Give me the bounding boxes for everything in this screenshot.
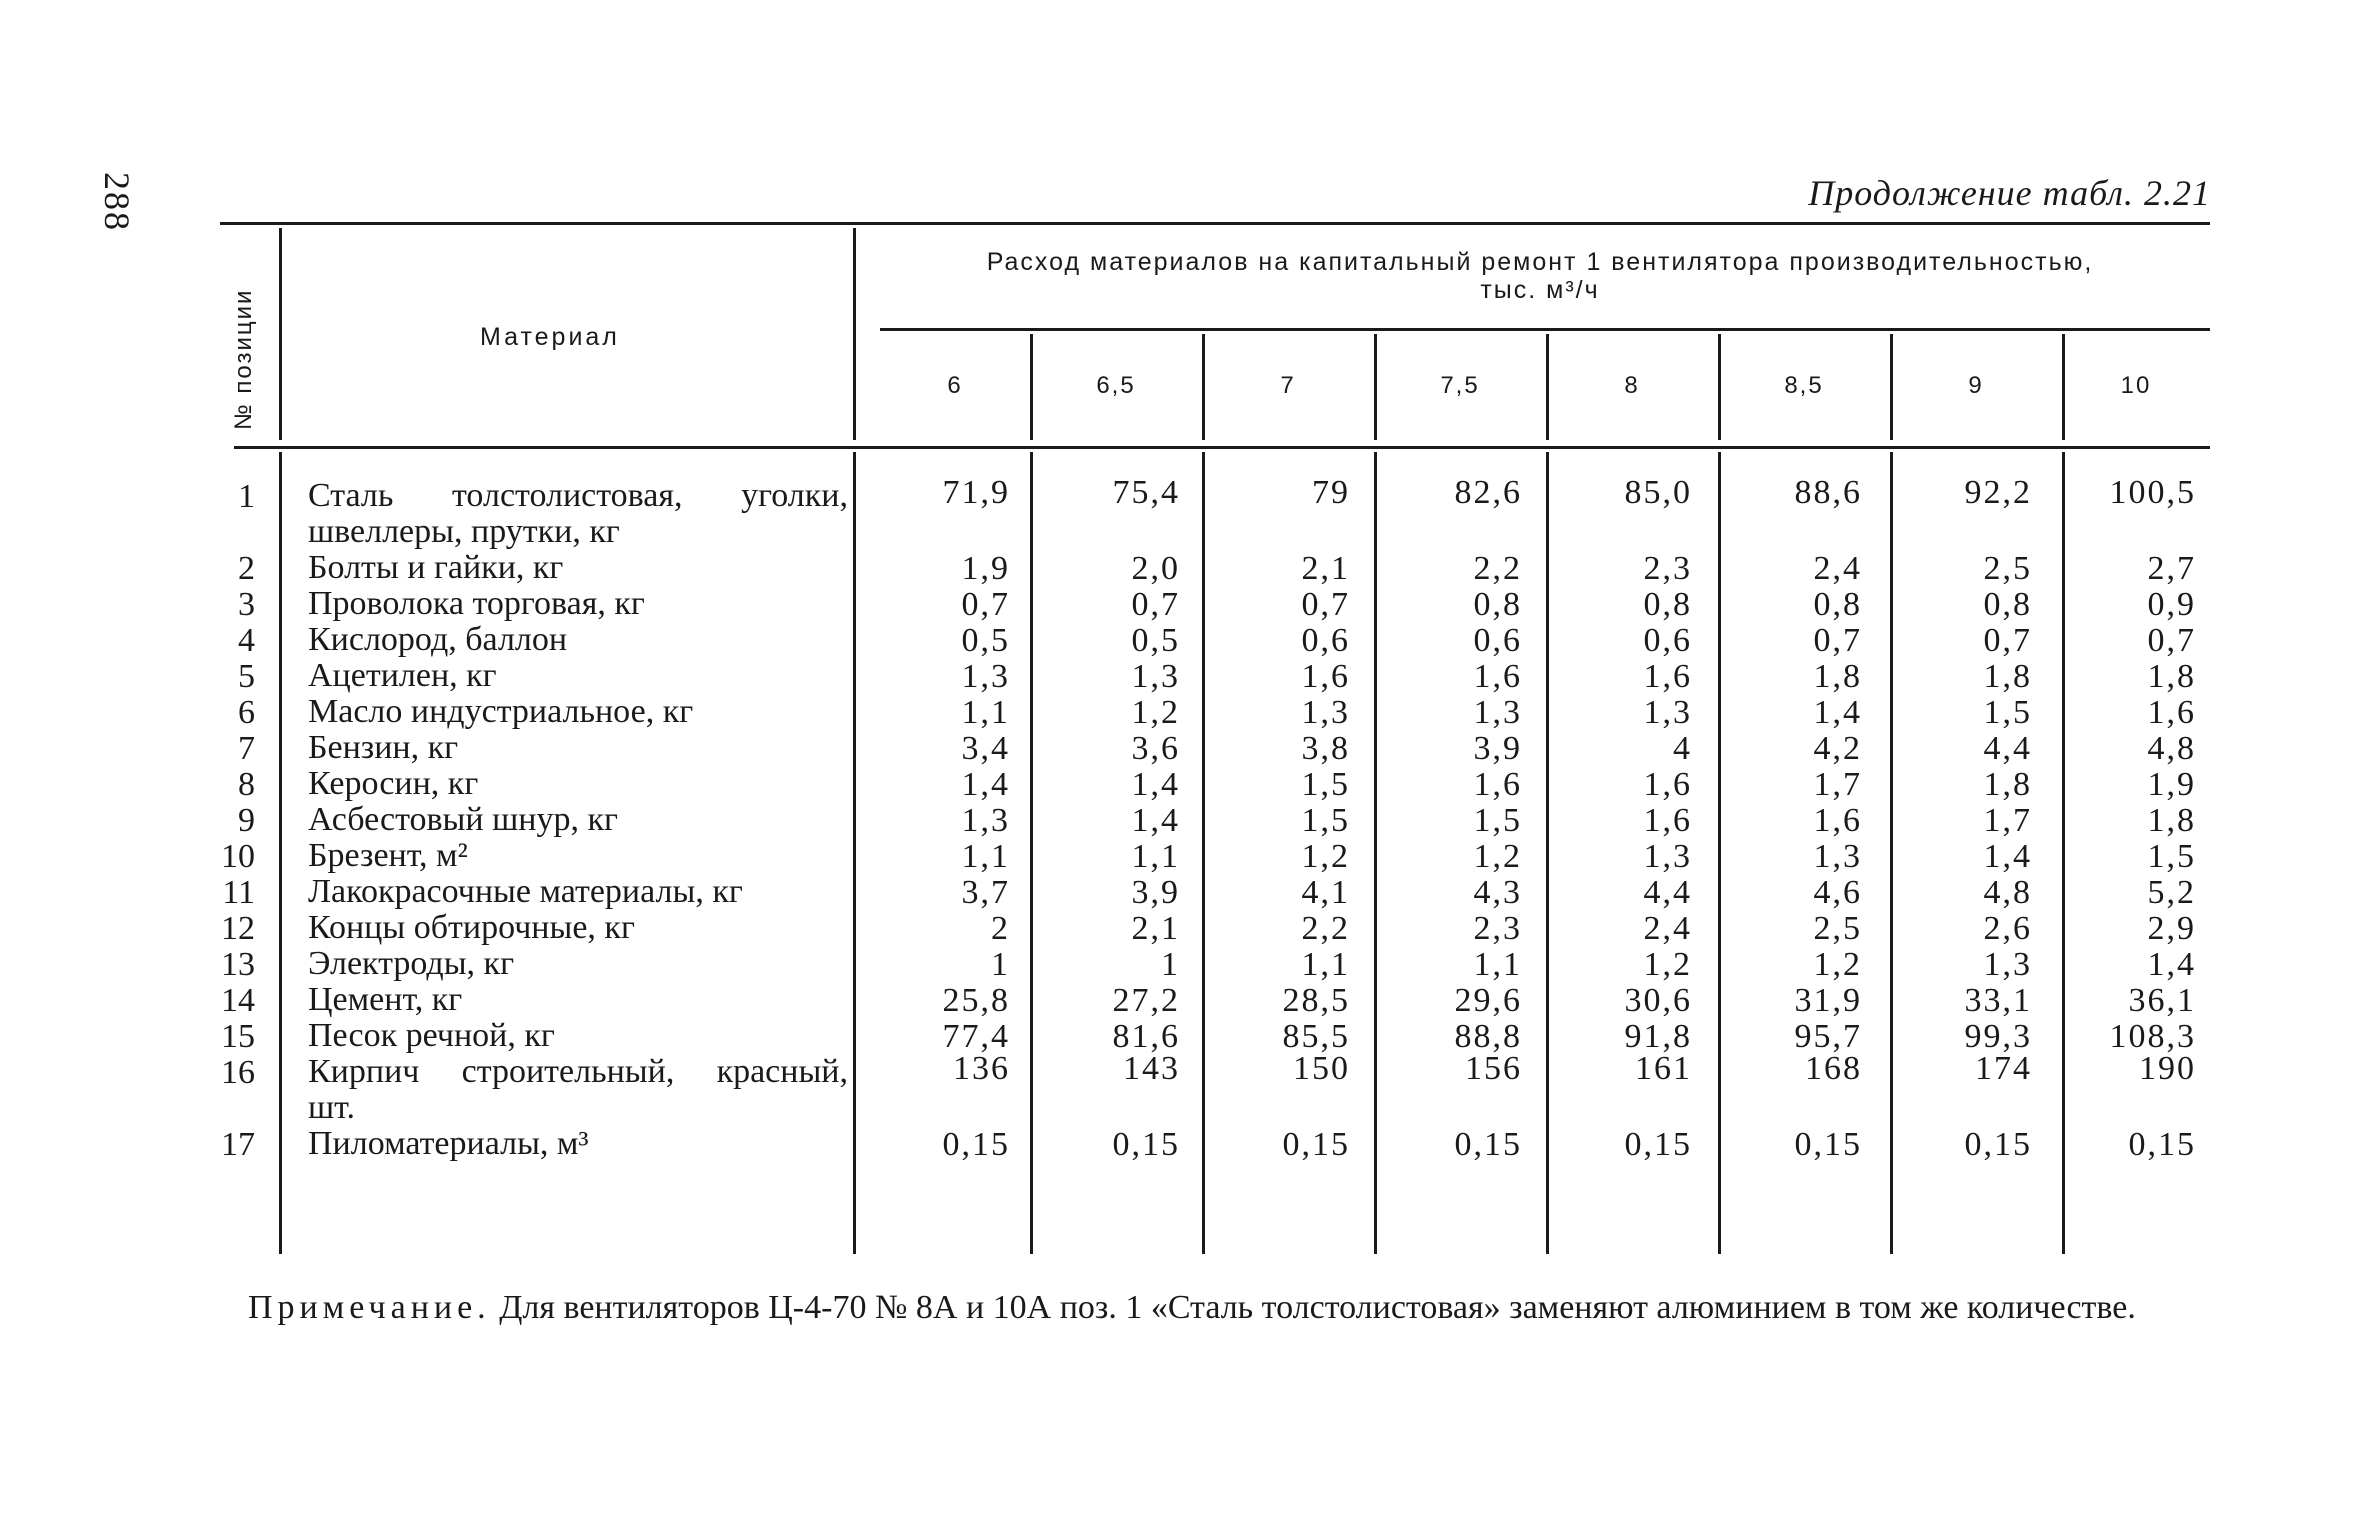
header-capacity-5: 8 [1624, 372, 1640, 399]
row-value: 0,5 [1131, 622, 1180, 659]
row-value: 33,1 [1964, 982, 2032, 1019]
row-value: 3,8 [1301, 730, 1350, 767]
table-caption: Продолжение табл. 2.21 [1808, 173, 2211, 213]
row-value: 1,4 [2147, 946, 2196, 983]
row-number: 16 [221, 1054, 255, 1091]
row-value: 1,3 [1643, 694, 1692, 731]
row-value: 1,4 [961, 766, 1010, 803]
row-value: 0,7 [1813, 622, 1862, 659]
row-value: 1,1 [961, 694, 1010, 731]
row-value: 4,3 [1473, 874, 1522, 911]
row-value: 3,6 [1131, 730, 1180, 767]
row-value: 1,5 [1473, 802, 1522, 839]
row-value: 4,4 [1643, 874, 1692, 911]
row-value: 0,7 [1131, 586, 1180, 623]
row-value: 1,8 [1983, 766, 2032, 803]
row-value: 1,6 [1643, 802, 1692, 839]
row-value: 1,9 [2147, 766, 2196, 803]
row-value: 1,3 [1813, 838, 1862, 875]
row-value: 29,6 [1454, 982, 1522, 1019]
row-value: 1,2 [1131, 694, 1180, 731]
row-value: 4,8 [2147, 730, 2196, 767]
row-number: 15 [221, 1018, 255, 1055]
footnote [248, 1288, 2214, 1328]
row-value: 1,5 [2147, 838, 2196, 875]
row-value: 92,2 [1964, 474, 2032, 511]
row-material: Болты и гайки, кг [308, 549, 564, 586]
row-number: 4 [238, 622, 255, 659]
row-number: 3 [238, 586, 255, 623]
page-number: 288 [97, 172, 137, 232]
row-value: 174 [1975, 1050, 2032, 1087]
row-material: Керосин, кг [308, 765, 479, 802]
row-value: 1,7 [1983, 802, 2032, 839]
row-value: 1,3 [961, 802, 1010, 839]
row-value: 95,7 [1794, 1018, 1862, 1055]
header-group-line1: Расход материалов на капитальный ремонт 1 вентилятора производительностью, [986, 248, 2094, 276]
row-material-continued: шт. [308, 1089, 355, 1126]
row-material: Концы обтирочные, кг [308, 909, 635, 946]
row-value: 0,6 [1643, 622, 1692, 659]
row-value: 99,3 [1964, 1018, 2032, 1055]
row-value: 27,2 [1112, 982, 1180, 1019]
row-value: 3,9 [1473, 730, 1522, 767]
row-value: 3,4 [961, 730, 1010, 767]
row-value: 28,5 [1282, 982, 1350, 1019]
row-value: 3,9 [1131, 874, 1180, 911]
row-value: 2,4 [1643, 910, 1692, 947]
row-number: 12 [221, 910, 255, 947]
row-material: Песок речной, кг [308, 1017, 555, 1054]
row-value: 1,6 [1301, 658, 1350, 695]
header-capacity-6: 8,5 [1784, 372, 1824, 399]
col-divider-capacity [1890, 452, 1893, 1254]
row-material: Кирпич строительный, красный, [308, 1053, 848, 1090]
header-group-title [880, 248, 2200, 304]
row-value: 5,2 [2147, 874, 2196, 911]
row-value: 1,6 [1643, 658, 1692, 695]
row-value: 85,0 [1624, 474, 1692, 511]
col-divider-capacity [1374, 452, 1377, 1254]
row-value: 190 [2139, 1050, 2196, 1087]
row-value: 30,6 [1624, 982, 1692, 1019]
row-value: 4,4 [1983, 730, 2032, 767]
row-value: 1,1 [961, 838, 1010, 875]
row-value: 108,3 [2109, 1018, 2196, 1055]
row-value: 1,4 [1131, 766, 1180, 803]
row-value: 1,8 [2147, 802, 2196, 839]
row-value: 0,6 [1473, 622, 1522, 659]
row-value: 0,8 [1643, 586, 1692, 623]
row-value: 2,4 [1813, 550, 1862, 587]
row-value: 1,8 [1983, 658, 2032, 695]
col-divider-pos-body [279, 452, 282, 1254]
header-capacity-2: 6,5 [1096, 372, 1136, 399]
row-value: 71,9 [942, 474, 1010, 511]
table-top-rule [220, 222, 2210, 225]
row-value: 0,7 [961, 586, 1010, 623]
row-value: 1,4 [1131, 802, 1180, 839]
header-capacity-4: 7,5 [1440, 372, 1480, 399]
row-value: 136 [953, 1050, 1010, 1087]
row-value: 3,7 [961, 874, 1010, 911]
row-value: 77,4 [942, 1018, 1010, 1055]
header-capacity-7: 9 [1968, 372, 1984, 399]
row-material: Бензин, кг [308, 729, 459, 766]
row-value: 2,6 [1983, 910, 2032, 947]
row-value: 0,7 [2147, 622, 2196, 659]
row-value: 1,5 [1301, 766, 1350, 803]
row-number: 2 [238, 550, 255, 587]
row-value: 4,1 [1301, 874, 1350, 911]
row-value: 2,2 [1301, 910, 1350, 947]
row-value: 1,6 [1473, 658, 1522, 695]
row-value: 1,2 [1473, 838, 1522, 875]
row-value: 2,3 [1643, 550, 1692, 587]
row-value: 0,9 [2147, 586, 2196, 623]
row-value: 150 [1293, 1050, 1350, 1087]
row-number: 6 [238, 694, 255, 731]
row-value: 2,1 [1301, 550, 1350, 587]
row-number: 14 [221, 982, 255, 1019]
footnote-label: Примечание. [248, 1289, 491, 1326]
row-value: 0,15 [942, 1126, 1010, 1163]
row-value: 100,5 [2109, 474, 2196, 511]
row-value: 0,15 [1624, 1126, 1692, 1163]
row-value: 4 [1673, 730, 1692, 767]
row-value: 0,15 [1454, 1126, 1522, 1163]
col-divider-capacity [1202, 452, 1205, 1254]
header-position-column: № позиции [230, 288, 257, 430]
col-divider-mat [853, 228, 856, 440]
row-value: 1,3 [961, 658, 1010, 695]
row-number: 9 [238, 802, 255, 839]
row-number: 7 [238, 730, 255, 767]
row-value: 1 [991, 946, 1010, 983]
row-value: 1,9 [961, 550, 1010, 587]
row-material: Брезент, м² [308, 837, 468, 874]
row-value: 143 [1123, 1050, 1180, 1087]
row-value: 1 [1161, 946, 1180, 983]
row-material: Проволока торговая, кг [308, 585, 645, 622]
row-value: 0,8 [1813, 586, 1862, 623]
header-capacity-8: 10 [2120, 372, 2152, 399]
col-divider-capacity [1030, 452, 1033, 1254]
row-value: 1,5 [1301, 802, 1350, 839]
row-value: 2,9 [2147, 910, 2196, 947]
row-value: 0,8 [1983, 586, 2032, 623]
col-divider-mat-body [853, 452, 856, 1254]
row-value: 0,5 [961, 622, 1010, 659]
row-value: 2 [991, 910, 1010, 947]
row-value: 2,1 [1131, 910, 1180, 947]
row-material: Лакокрасочные материалы, кг [308, 873, 743, 910]
row-value: 0,15 [1964, 1126, 2032, 1163]
row-value: 0,15 [1794, 1126, 1862, 1163]
row-value: 1,1 [1473, 946, 1522, 983]
row-value: 1,5 [1983, 694, 2032, 731]
row-value: 75,4 [1112, 474, 1180, 511]
row-value: 85,5 [1282, 1018, 1350, 1055]
row-material: Пиломатериалы, м³ [308, 1125, 589, 1162]
row-value: 2,5 [1983, 550, 2032, 587]
row-value: 156 [1465, 1050, 1522, 1087]
col-divider-capacity [1546, 452, 1549, 1254]
row-value: 1,3 [1983, 946, 2032, 983]
row-value: 1,3 [1131, 658, 1180, 695]
row-value: 0,7 [1983, 622, 2032, 659]
row-value: 1,1 [1131, 838, 1180, 875]
row-value: 1,8 [1813, 658, 1862, 695]
row-value: 31,9 [1794, 982, 1862, 1019]
row-number: 13 [221, 946, 255, 983]
row-number: 5 [238, 658, 255, 695]
row-material: Электроды, кг [308, 945, 515, 982]
row-number: 8 [238, 766, 255, 803]
footnote-text: Для вентиляторов Ц-4-70 № 8А и 10А поз. 1 «Сталь толстолистовая» заменяют алюминием в том же количестве. [499, 1289, 2136, 1326]
row-value: 0,7 [1301, 586, 1350, 623]
col-divider-capacity [2062, 452, 2065, 1254]
row-value: 1,2 [1813, 946, 1862, 983]
row-value: 81,6 [1112, 1018, 1180, 1055]
row-value: 0,8 [1473, 586, 1522, 623]
row-value: 0,15 [1112, 1126, 1180, 1163]
row-value: 1,2 [1643, 946, 1692, 983]
row-value: 1,4 [1813, 694, 1862, 731]
row-value: 88,6 [1794, 474, 1862, 511]
row-value: 1,6 [1813, 802, 1862, 839]
row-number: 10 [221, 838, 255, 875]
row-value: 2,0 [1131, 550, 1180, 587]
row-value: 2,2 [1473, 550, 1522, 587]
col-divider-capacity [1718, 452, 1721, 1254]
row-value: 1,6 [1473, 766, 1522, 803]
row-value: 1,3 [1643, 838, 1692, 875]
row-material: Асбестовый шнур, кг [308, 801, 618, 838]
row-value: 4,2 [1813, 730, 1862, 767]
row-value: 36,1 [2128, 982, 2196, 1019]
row-value: 0,15 [1282, 1126, 1350, 1163]
header-capacity-3: 7 [1280, 372, 1296, 399]
row-number: 17 [221, 1126, 255, 1163]
row-material-continued: швеллеры, прутки, кг [308, 513, 620, 550]
row-value: 161 [1635, 1050, 1692, 1087]
row-value: 79 [1312, 474, 1350, 511]
row-material: Сталь толстолистовая, уголки, [308, 477, 848, 514]
row-value: 25,8 [942, 982, 1010, 1019]
row-value: 1,3 [1473, 694, 1522, 731]
row-value: 91,8 [1624, 1018, 1692, 1055]
row-value: 2,7 [2147, 550, 2196, 587]
row-value: 4,8 [1983, 874, 2032, 911]
row-value: 88,8 [1454, 1018, 1522, 1055]
row-value: 4,6 [1813, 874, 1862, 911]
row-material: Цемент, кг [308, 981, 463, 1018]
row-value: 1,1 [1301, 946, 1350, 983]
row-value: 1,6 [2147, 694, 2196, 731]
row-value: 0,15 [2128, 1126, 2196, 1163]
row-value: 0,6 [1301, 622, 1350, 659]
row-value: 1,4 [1983, 838, 2032, 875]
header-bottom-rule [234, 446, 2210, 449]
header-capacity-1: 6 [947, 372, 963, 399]
row-material: Масло индустриальное, кг [308, 693, 694, 730]
header-material-column: Материал [480, 323, 620, 351]
row-material: Ацетилен, кг [308, 657, 497, 694]
header-group-line2: тыс. м³/ч [1480, 276, 1600, 304]
row-value: 2,3 [1473, 910, 1522, 947]
row-value: 1,6 [1643, 766, 1692, 803]
row-value: 1,3 [1301, 694, 1350, 731]
row-number: 1 [238, 478, 255, 515]
row-value: 1,7 [1813, 766, 1862, 803]
row-material: Кислород, баллон [308, 621, 568, 658]
row-number: 11 [222, 874, 255, 911]
row-value: 1,2 [1301, 838, 1350, 875]
col-divider-pos [279, 228, 282, 440]
row-value: 1,8 [2147, 658, 2196, 695]
row-value: 2,5 [1813, 910, 1862, 947]
row-value: 168 [1805, 1050, 1862, 1087]
group-header-rule [880, 328, 2210, 331]
row-value: 82,6 [1454, 474, 1522, 511]
